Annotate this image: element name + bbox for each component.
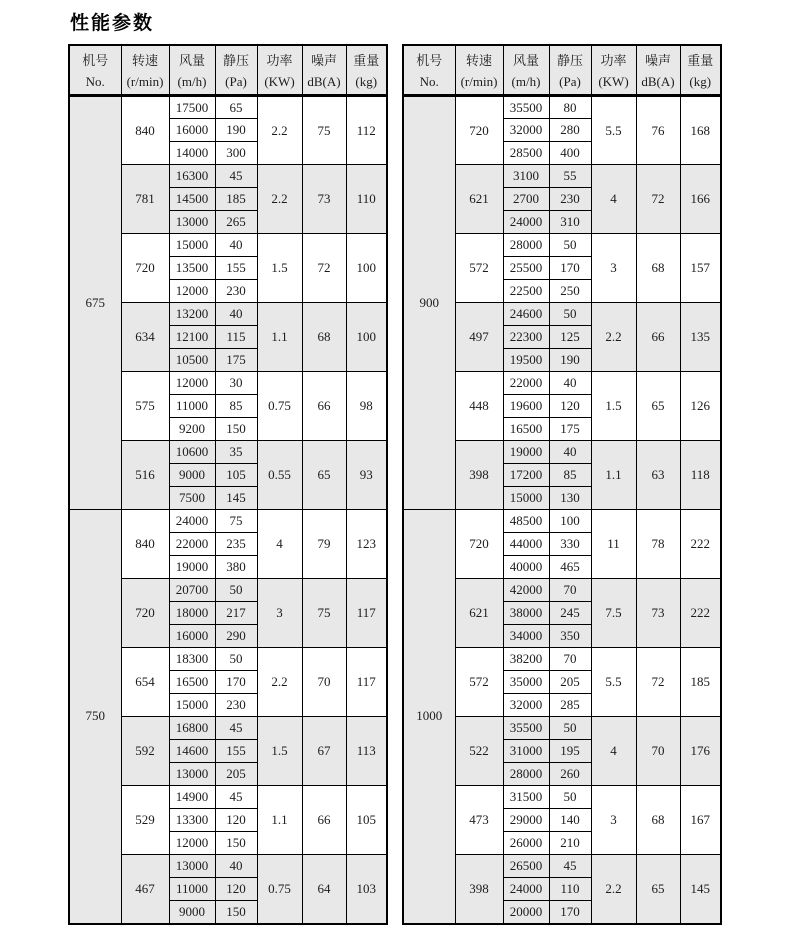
pressure-value: 235 — [215, 533, 257, 556]
power-value: 11 — [591, 510, 636, 579]
pressure-value: 80 — [549, 96, 591, 119]
weight-value: 222 — [680, 579, 721, 648]
weight-value: 185 — [680, 648, 721, 717]
pressure-value: 85 — [215, 395, 257, 418]
rpm-value: 720 — [455, 510, 503, 579]
power-value: 0.75 — [257, 855, 302, 924]
rpm-value: 720 — [121, 234, 169, 303]
table-row — [69, 510, 387, 533]
pressure-value: 50 — [549, 717, 591, 740]
col-header-speed-cn: 转速 — [131, 53, 158, 68]
airflow-value: 32000 — [503, 694, 549, 717]
col-header-speed-unit: (r/min) — [460, 74, 498, 89]
pressure-value: 380 — [215, 556, 257, 579]
airflow-value: 35500 — [503, 96, 549, 119]
noise-value: 72 — [302, 234, 346, 303]
pressure-value: 217 — [215, 602, 257, 625]
airflow-value: 24000 — [169, 510, 215, 533]
col-header-noise — [302, 45, 346, 96]
col-header-weight — [680, 45, 721, 96]
page-title: 性能参数 — [70, 13, 155, 34]
pressure-value: 140 — [549, 809, 591, 832]
rpm-value: 497 — [455, 303, 503, 372]
airflow-value: 13200 — [169, 303, 215, 326]
power-value: 1.5 — [591, 372, 636, 441]
airflow-value: 12000 — [169, 372, 215, 395]
col-header-noise-unit: dB(A) — [307, 74, 341, 89]
model-no: 900 — [403, 96, 455, 510]
col-header-pressure-cn: 静压 — [222, 53, 249, 68]
airflow-value: 19000 — [503, 441, 549, 464]
airflow-value: 7500 — [169, 487, 215, 510]
weight-value: 126 — [680, 372, 721, 441]
rpm-value: 473 — [455, 786, 503, 855]
pressure-value: 120 — [215, 878, 257, 901]
airflow-value: 26500 — [503, 855, 549, 878]
power-value: 2.2 — [257, 648, 302, 717]
pressure-value: 45 — [549, 855, 591, 878]
rpm-value: 529 — [121, 786, 169, 855]
power-value: 7.5 — [591, 579, 636, 648]
power-value: 1.1 — [591, 441, 636, 510]
airflow-value: 35000 — [503, 671, 549, 694]
airflow-value: 22300 — [503, 326, 549, 349]
pressure-value: 465 — [549, 556, 591, 579]
rpm-value: 840 — [121, 510, 169, 579]
weight-value: 117 — [346, 579, 387, 648]
airflow-value: 16000 — [169, 119, 215, 142]
pressure-value: 285 — [549, 694, 591, 717]
noise-value: 66 — [302, 786, 346, 855]
col-header-weight-cn: 重量 — [353, 53, 380, 68]
col-header-weight — [346, 45, 387, 96]
table-row — [403, 510, 721, 533]
pressure-value: 185 — [215, 188, 257, 211]
pressure-value: 45 — [215, 786, 257, 809]
airflow-value: 42000 — [503, 579, 549, 602]
pressure-value: 155 — [215, 740, 257, 763]
airflow-value: 10500 — [169, 349, 215, 372]
airflow-value: 11000 — [169, 395, 215, 418]
noise-value: 65 — [636, 855, 680, 924]
pressure-value: 230 — [549, 188, 591, 211]
power-value: 0.75 — [257, 372, 302, 441]
airflow-value: 24000 — [503, 211, 549, 234]
airflow-value: 16500 — [503, 418, 549, 441]
airflow-value: 14600 — [169, 740, 215, 763]
airflow-value: 19600 — [503, 395, 549, 418]
col-header-model-unit: No. — [85, 74, 105, 89]
pressure-value: 150 — [215, 832, 257, 855]
weight-value: 105 — [346, 786, 387, 855]
airflow-value: 12000 — [169, 832, 215, 855]
col-header-airflow-cn: 风量 — [512, 53, 539, 68]
power-value: 4 — [591, 165, 636, 234]
col-header-speed — [121, 45, 169, 96]
pressure-value: 310 — [549, 211, 591, 234]
power-value: 3 — [591, 234, 636, 303]
airflow-value: 2700 — [503, 188, 549, 211]
noise-value: 65 — [302, 441, 346, 510]
airflow-value: 31500 — [503, 786, 549, 809]
rpm-value: 448 — [455, 372, 503, 441]
pressure-value: 50 — [549, 234, 591, 257]
tables-container — [68, 44, 800, 925]
col-header-airflow — [503, 45, 549, 96]
airflow-value: 14900 — [169, 786, 215, 809]
power-value: 1.1 — [257, 786, 302, 855]
power-value: 4 — [591, 717, 636, 786]
pressure-value: 150 — [215, 901, 257, 924]
col-header-model — [403, 45, 455, 96]
rpm-value: 467 — [121, 855, 169, 924]
power-value: 3 — [591, 786, 636, 855]
power-value: 1.5 — [257, 717, 302, 786]
weight-value: 112 — [346, 96, 387, 165]
airflow-value: 35500 — [503, 717, 549, 740]
col-header-weight-unit: (kg) — [355, 74, 378, 89]
pressure-value: 175 — [215, 349, 257, 372]
airflow-value: 32000 — [503, 119, 549, 142]
airflow-value: 10600 — [169, 441, 215, 464]
col-header-power-unit: (KW) — [264, 74, 295, 89]
pressure-value: 190 — [215, 119, 257, 142]
airflow-value: 18000 — [169, 602, 215, 625]
airflow-value: 16300 — [169, 165, 215, 188]
col-header-pressure-unit: (Pa) — [559, 74, 581, 89]
pressure-value: 280 — [549, 119, 591, 142]
pressure-value: 50 — [549, 786, 591, 809]
noise-value: 67 — [302, 717, 346, 786]
weight-value: 167 — [680, 786, 721, 855]
airflow-value: 28000 — [503, 763, 549, 786]
power-value: 5.5 — [591, 648, 636, 717]
rpm-value: 516 — [121, 441, 169, 510]
col-header-model-cn: 机号 — [416, 53, 443, 68]
weight-value: 98 — [346, 372, 387, 441]
weight-value: 103 — [346, 855, 387, 924]
airflow-value: 20000 — [503, 901, 549, 924]
weight-value: 176 — [680, 717, 721, 786]
noise-value: 72 — [636, 165, 680, 234]
col-header-model-cn: 机号 — [82, 53, 109, 68]
airflow-value: 9000 — [169, 901, 215, 924]
airflow-value: 12100 — [169, 326, 215, 349]
pressure-value: 125 — [549, 326, 591, 349]
weight-value: 145 — [680, 855, 721, 924]
col-header-speed-unit: (r/min) — [126, 74, 164, 89]
pressure-value: 175 — [549, 418, 591, 441]
rpm-value: 781 — [121, 165, 169, 234]
col-header-airflow — [169, 45, 215, 96]
pressure-value: 70 — [549, 579, 591, 602]
pressure-value: 400 — [549, 142, 591, 165]
model-no: 675 — [69, 96, 121, 510]
rpm-value: 398 — [455, 855, 503, 924]
airflow-value: 13300 — [169, 809, 215, 832]
pressure-value: 40 — [549, 372, 591, 395]
airflow-value: 34000 — [503, 625, 549, 648]
pressure-value: 330 — [549, 533, 591, 556]
airflow-value: 9000 — [169, 464, 215, 487]
pressure-value: 40 — [215, 234, 257, 257]
airflow-value: 29000 — [503, 809, 549, 832]
rpm-value: 720 — [455, 96, 503, 165]
noise-value: 78 — [636, 510, 680, 579]
airflow-value: 16800 — [169, 717, 215, 740]
pressure-value: 210 — [549, 832, 591, 855]
pressure-value: 40 — [549, 441, 591, 464]
airflow-value: 31000 — [503, 740, 549, 763]
table-row — [403, 96, 721, 119]
airflow-value: 13500 — [169, 257, 215, 280]
power-value: 2.2 — [591, 855, 636, 924]
rpm-value: 634 — [121, 303, 169, 372]
airflow-value: 14500 — [169, 188, 215, 211]
airflow-value: 25500 — [503, 257, 549, 280]
col-header-weight-cn: 重量 — [687, 53, 714, 68]
weight-value: 93 — [346, 441, 387, 510]
pressure-value: 85 — [549, 464, 591, 487]
pressure-value: 170 — [215, 671, 257, 694]
col-header-weight-unit: (kg) — [689, 74, 712, 89]
col-header-noise-cn: 噪声 — [310, 53, 337, 68]
airflow-value: 24000 — [503, 878, 549, 901]
airflow-value: 38000 — [503, 602, 549, 625]
pressure-value: 250 — [549, 280, 591, 303]
pressure-value: 130 — [549, 487, 591, 510]
weight-value: 157 — [680, 234, 721, 303]
performance-table-right — [402, 44, 722, 925]
col-header-power — [257, 45, 302, 96]
airflow-value: 22000 — [169, 533, 215, 556]
weight-value: 113 — [346, 717, 387, 786]
noise-value: 65 — [636, 372, 680, 441]
airflow-value: 24600 — [503, 303, 549, 326]
col-header-noise-cn: 噪声 — [644, 53, 671, 68]
airflow-value: 48500 — [503, 510, 549, 533]
pressure-value: 290 — [215, 625, 257, 648]
noise-value: 75 — [302, 96, 346, 165]
noise-value: 75 — [302, 579, 346, 648]
pressure-value: 350 — [549, 625, 591, 648]
power-value: 2.2 — [591, 303, 636, 372]
airflow-value: 18300 — [169, 648, 215, 671]
model-no: 1000 — [403, 510, 455, 924]
col-header-airflow-cn: 风量 — [178, 53, 205, 68]
pressure-value: 50 — [215, 579, 257, 602]
noise-value: 66 — [302, 372, 346, 441]
airflow-value: 28500 — [503, 142, 549, 165]
airflow-value: 40000 — [503, 556, 549, 579]
power-value: 3 — [257, 579, 302, 648]
noise-value: 63 — [636, 441, 680, 510]
airflow-value: 38200 — [503, 648, 549, 671]
model-no: 750 — [69, 510, 121, 924]
col-header-noise — [636, 45, 680, 96]
weight-value: 110 — [346, 165, 387, 234]
pressure-value: 45 — [215, 165, 257, 188]
performance-table-left — [68, 44, 388, 925]
pressure-value: 260 — [549, 763, 591, 786]
airflow-value: 15000 — [169, 694, 215, 717]
pressure-value: 155 — [215, 257, 257, 280]
power-value: 1.5 — [257, 234, 302, 303]
col-header-airflow-unit: (m/h) — [511, 74, 541, 89]
col-header-pressure — [215, 45, 257, 96]
noise-value: 68 — [302, 303, 346, 372]
airflow-value: 13000 — [169, 855, 215, 878]
airflow-value: 3100 — [503, 165, 549, 188]
col-header-power-cn: 功率 — [266, 53, 293, 68]
power-value: 2.2 — [257, 96, 302, 165]
pressure-value: 120 — [215, 809, 257, 832]
pressure-value: 75 — [215, 510, 257, 533]
pressure-value: 265 — [215, 211, 257, 234]
power-value: 2.2 — [257, 165, 302, 234]
pressure-value: 120 — [549, 395, 591, 418]
rpm-value: 840 — [121, 96, 169, 165]
weight-value: 222 — [680, 510, 721, 579]
rpm-value: 572 — [455, 648, 503, 717]
pressure-value: 115 — [215, 326, 257, 349]
weight-value: 123 — [346, 510, 387, 579]
power-value: 1.1 — [257, 303, 302, 372]
airflow-value: 14000 — [169, 142, 215, 165]
rpm-value: 592 — [121, 717, 169, 786]
airflow-value: 22500 — [503, 280, 549, 303]
noise-value: 70 — [636, 717, 680, 786]
weight-value: 168 — [680, 96, 721, 165]
noise-value: 68 — [636, 786, 680, 855]
weight-value: 100 — [346, 234, 387, 303]
col-header-power-cn: 功率 — [600, 53, 627, 68]
noise-value: 68 — [636, 234, 680, 303]
airflow-value: 17500 — [169, 96, 215, 119]
airflow-value: 13000 — [169, 211, 215, 234]
rpm-value: 621 — [455, 165, 503, 234]
pressure-value: 245 — [549, 602, 591, 625]
rpm-value: 522 — [455, 717, 503, 786]
pressure-value: 45 — [215, 717, 257, 740]
pressure-value: 230 — [215, 694, 257, 717]
pressure-value: 300 — [215, 142, 257, 165]
pressure-value: 50 — [549, 303, 591, 326]
pressure-value: 30 — [215, 372, 257, 395]
pressure-value: 145 — [215, 487, 257, 510]
pressure-value: 65 — [215, 96, 257, 119]
pressure-value: 100 — [549, 510, 591, 533]
airflow-value: 28000 — [503, 234, 549, 257]
airflow-value: 16000 — [169, 625, 215, 648]
airflow-value: 22000 — [503, 372, 549, 395]
col-header-model-unit: No. — [419, 74, 439, 89]
col-header-noise-unit: dB(A) — [641, 74, 675, 89]
power-value: 5.5 — [591, 96, 636, 165]
pressure-value: 205 — [549, 671, 591, 694]
col-header-pressure-unit: (Pa) — [225, 74, 247, 89]
col-header-power — [591, 45, 636, 96]
col-header-speed — [455, 45, 503, 96]
airflow-value: 15000 — [503, 487, 549, 510]
header-row — [403, 45, 721, 96]
airflow-value: 16500 — [169, 671, 215, 694]
pressure-value: 55 — [549, 165, 591, 188]
noise-value: 79 — [302, 510, 346, 579]
airflow-value: 17200 — [503, 464, 549, 487]
airflow-value: 13000 — [169, 763, 215, 786]
pressure-value: 170 — [549, 257, 591, 280]
noise-value: 73 — [636, 579, 680, 648]
pressure-value: 150 — [215, 418, 257, 441]
noise-value: 66 — [636, 303, 680, 372]
pressure-value: 105 — [215, 464, 257, 487]
noise-value: 70 — [302, 648, 346, 717]
rpm-value: 720 — [121, 579, 169, 648]
rpm-value: 398 — [455, 441, 503, 510]
weight-value: 117 — [346, 648, 387, 717]
airflow-value: 44000 — [503, 533, 549, 556]
pressure-value: 170 — [549, 901, 591, 924]
rpm-value: 575 — [121, 372, 169, 441]
col-header-pressure-cn: 静压 — [556, 53, 583, 68]
airflow-value: 12000 — [169, 280, 215, 303]
weight-value: 135 — [680, 303, 721, 372]
col-header-airflow-unit: (m/h) — [177, 74, 207, 89]
noise-value: 72 — [636, 648, 680, 717]
pressure-value: 70 — [549, 648, 591, 671]
power-value: 0.55 — [257, 441, 302, 510]
col-header-pressure — [549, 45, 591, 96]
weight-value: 100 — [346, 303, 387, 372]
pressure-value: 40 — [215, 303, 257, 326]
pressure-value: 110 — [549, 878, 591, 901]
airflow-value: 19000 — [169, 556, 215, 579]
header-row — [69, 45, 387, 96]
pressure-value: 50 — [215, 648, 257, 671]
pressure-value: 205 — [215, 763, 257, 786]
noise-value: 73 — [302, 165, 346, 234]
pressure-value: 230 — [215, 280, 257, 303]
table-row — [69, 96, 387, 119]
power-value: 4 — [257, 510, 302, 579]
airflow-value: 26000 — [503, 832, 549, 855]
rpm-value: 654 — [121, 648, 169, 717]
airflow-value: 20700 — [169, 579, 215, 602]
pressure-value: 195 — [549, 740, 591, 763]
pressure-value: 190 — [549, 349, 591, 372]
weight-value: 118 — [680, 441, 721, 510]
weight-value: 166 — [680, 165, 721, 234]
col-header-power-unit: (KW) — [598, 74, 629, 89]
noise-value: 76 — [636, 96, 680, 165]
pressure-value: 40 — [215, 855, 257, 878]
airflow-value: 9200 — [169, 418, 215, 441]
airflow-value: 11000 — [169, 878, 215, 901]
pressure-value: 35 — [215, 441, 257, 464]
col-header-model — [69, 45, 121, 96]
rpm-value: 621 — [455, 579, 503, 648]
col-header-speed-cn: 转速 — [465, 53, 492, 68]
airflow-value: 15000 — [169, 234, 215, 257]
airflow-value: 19500 — [503, 349, 549, 372]
rpm-value: 572 — [455, 234, 503, 303]
noise-value: 64 — [302, 855, 346, 924]
